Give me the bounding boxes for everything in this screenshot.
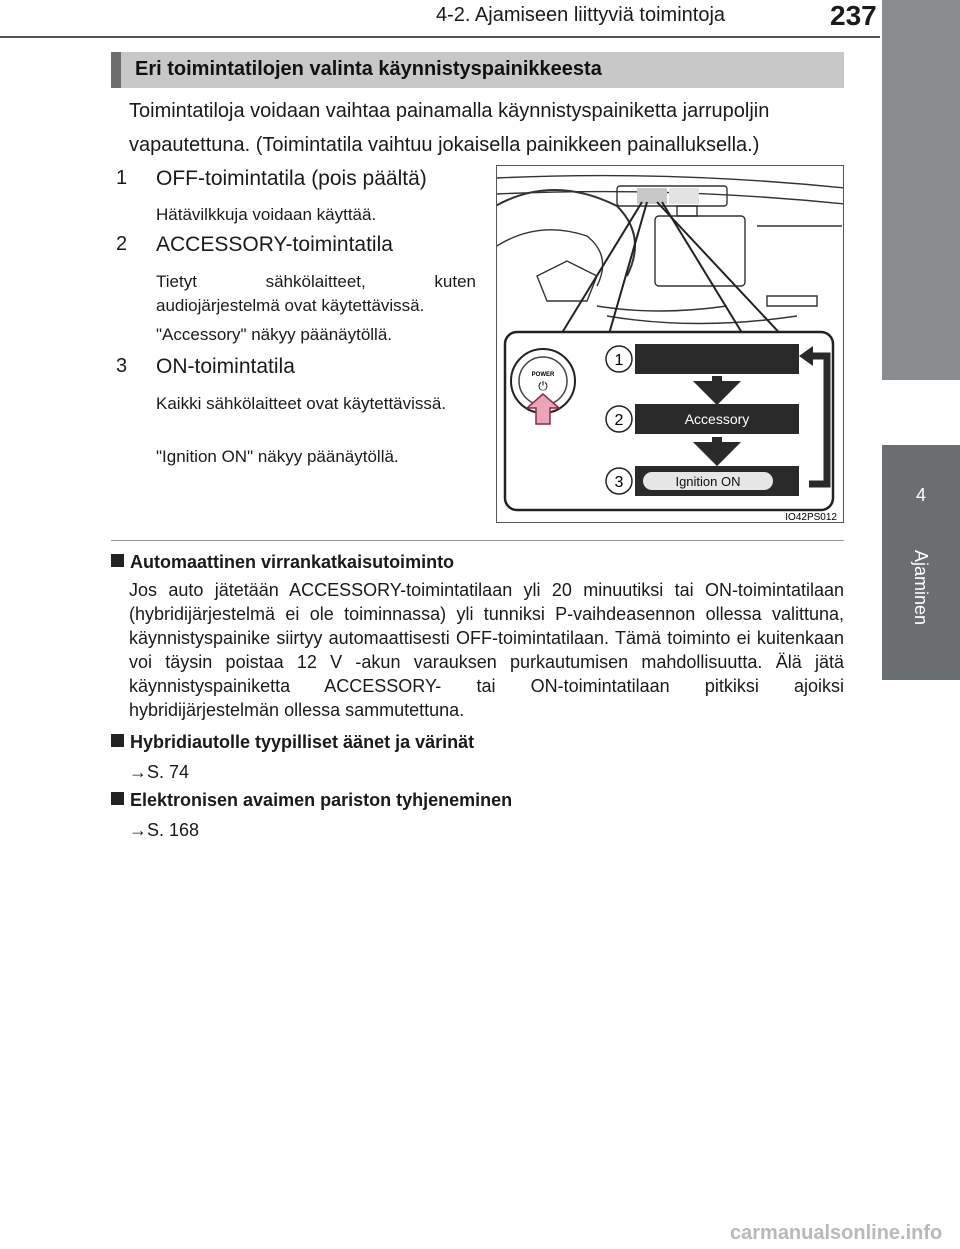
watermark: carmanualsonline.info bbox=[730, 1222, 943, 1244]
label-1: 1 bbox=[614, 352, 624, 369]
mode-2-body: Tietyt sähkölaitteet, kuten audiojärjestelmä ovat käytettävissä. bbox=[156, 272, 476, 315]
dashboard-svg bbox=[497, 166, 844, 523]
section-intro: Toimintatiloja voidaan vaihtaa painamalla käynnistyspainiketta jarrupoljin vapautettuna. (Toimintatila vaihtuu jokaisella painikkeen painalluksella.) bbox=[129, 100, 770, 156]
mode-2-number: 2 bbox=[116, 233, 128, 255]
mode-1-number: 1 bbox=[116, 167, 128, 189]
note-1-heading: Automaattinen virrankatkaisutoiminto bbox=[111, 552, 454, 573]
callout-lines bbox=[557, 202, 787, 341]
bullet-square-icon bbox=[111, 792, 124, 805]
mode-3-display-note: "Ignition ON" näkyy päänäytöllä. bbox=[156, 447, 399, 466]
section-title: Eri toimintatilojen valinta käynnistyspainikkeesta bbox=[135, 58, 602, 80]
power-button-text: POWER bbox=[531, 372, 555, 378]
section-title-bar bbox=[111, 52, 844, 88]
display-ignition-text: Ignition ON bbox=[675, 474, 741, 489]
note-3-ref: →S. 168 bbox=[129, 820, 200, 840]
chapter-side-tab bbox=[882, 0, 960, 1249]
display-off bbox=[635, 344, 799, 374]
display-accessory-text: Accessory bbox=[684, 411, 750, 427]
dashboard-illustration bbox=[496, 165, 844, 523]
chapter-number: 4 bbox=[915, 485, 926, 505]
figure-code: IO42PS012 bbox=[785, 512, 837, 523]
bullet-square-icon bbox=[111, 554, 124, 567]
mode-3-number: 3 bbox=[116, 355, 128, 377]
side-tab-top bbox=[882, 0, 960, 380]
note-2-heading: Hybridiautolle tyypilliset äänet ja värinät bbox=[111, 732, 474, 753]
chapter-label: Ajaminen bbox=[911, 550, 931, 626]
mode-2-display-note: "Accessory" näkyy päänäytöllä. bbox=[156, 325, 393, 344]
label-3: 3 bbox=[614, 474, 624, 491]
power-symbol-icon: ⏻ bbox=[538, 379, 548, 393]
mode-1-title: OFF-toimintatila (pois päältä) bbox=[156, 167, 427, 190]
running-header: 4-2. Ajamiseen liittyviä toimintoja bbox=[436, 4, 726, 26]
mode-3-title: ON-toimintatila bbox=[156, 355, 295, 378]
note-1-body: Jos auto jätetään ACCESSORY-toimintatilaan yli 20 minuutiksi tai ON-toimintatilaan (hybridijärjestelmä ei ole toiminnassa) yli tunniksi P-vaihdeasennon ollessa valittuna, käynnistyspainike siirtyy automaattisesti OFF-toimintatilaan. Tämä toiminto ei kuitenkaan voi täysin poistaa 12 V -akun varauksen purkautumisen mahdollisuutta. Älä jätä käynnistyspainiketta ACCESSORY- tai ON-toimintatilaan pitkiksi ajoiksi hybridijärjestelmän ollessa sammutettuna. bbox=[129, 580, 844, 720]
mode-3-body: Kaikki sähkölaitteet ovat käytettävissä. bbox=[156, 394, 447, 413]
note-3-heading: Elektronisen avaimen pariston tyhjeneminen bbox=[111, 790, 512, 811]
page-number: 237 bbox=[830, 0, 877, 31]
mode-1-body: Hätävilkkuja voidaan käyttää. bbox=[156, 205, 377, 224]
note-2-ref: →S. 74 bbox=[129, 762, 190, 782]
label-2: 2 bbox=[614, 412, 624, 429]
bullet-square-icon bbox=[111, 734, 124, 747]
header-rule bbox=[0, 36, 880, 38]
display-highlight-a bbox=[637, 188, 667, 204]
mode-2-title: ACCESSORY-toimintatila bbox=[156, 233, 393, 256]
section-divider bbox=[111, 540, 844, 541]
display-highlight-b bbox=[669, 188, 699, 204]
